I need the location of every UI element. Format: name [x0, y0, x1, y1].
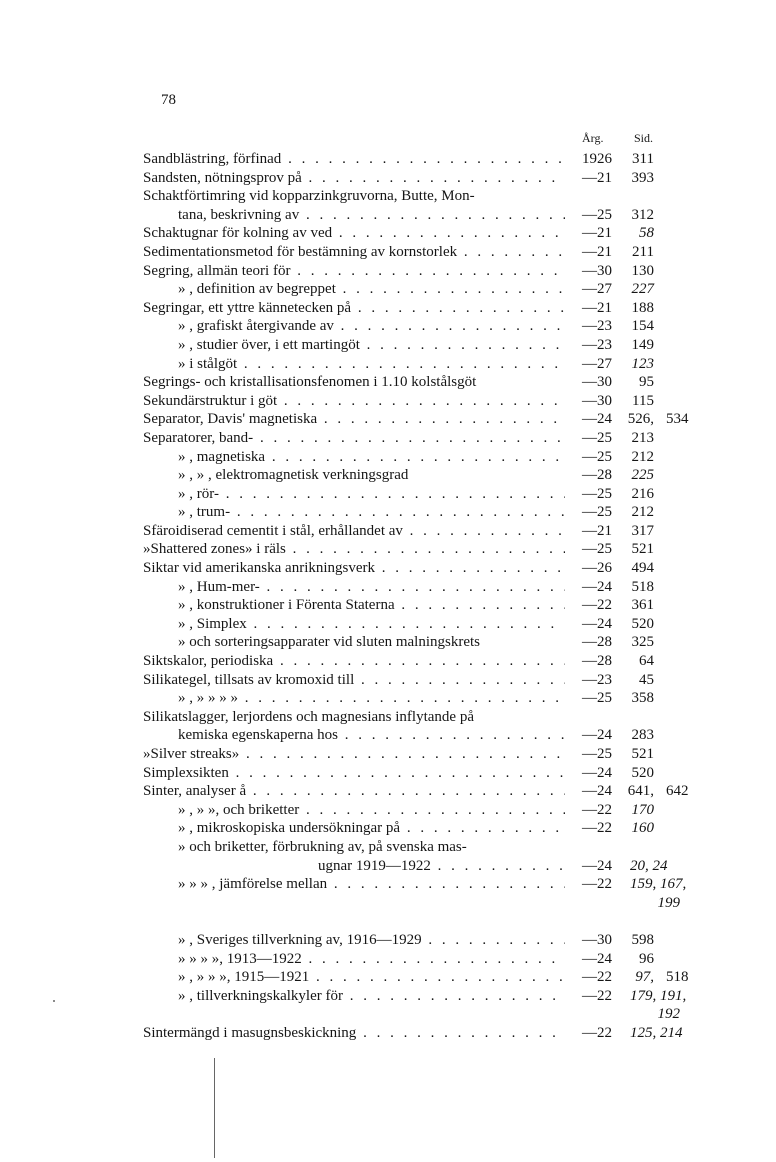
entry-year: —25 [582, 448, 612, 465]
entry-year: —25 [582, 485, 612, 502]
index-entry [0, 355, 776, 374]
entry-page-primary: 179, 191, [630, 987, 687, 1004]
entry-year: —22 [582, 1024, 612, 1041]
entry-year: —24 [582, 857, 612, 874]
entry-page-primary: 96 [639, 950, 654, 967]
column-header-page: Sid. [634, 131, 654, 145]
entry-pages [618, 280, 704, 299]
index-entry [0, 392, 776, 411]
entry-term: » , Sveriges tillverkning av, 1916—1929 . . . [178, 931, 565, 950]
entry-year: —25 [582, 746, 612, 762]
entry-term: Segring, allmän teori för . . . [143, 262, 565, 281]
entry-page-primary: 358 [631, 690, 654, 707]
entry-pages [618, 894, 704, 913]
entry-pages [618, 355, 704, 374]
entry-page-primary: 170 [631, 801, 654, 818]
entry-term: Siktskalor, periodiska . . . [143, 652, 565, 671]
page-number: 78 [161, 92, 176, 108]
entry-pages [618, 652, 704, 671]
index-entry [0, 299, 776, 318]
entry-year: —30 [582, 931, 612, 948]
entry-pages [618, 633, 704, 652]
index-list [0, 150, 776, 1043]
entry-pages [618, 169, 704, 188]
entry-term: Separator, Davis' magnetiska . . . [143, 410, 565, 429]
entry-page-secondary: 642 [666, 783, 689, 800]
entry-page-primary: 20, 24 [630, 857, 668, 874]
entry-pages [618, 764, 704, 783]
entry-term: » , rör- . . . [178, 485, 565, 504]
entry-page-primary: 393 [631, 169, 654, 186]
entry-page-primary: 130 [631, 262, 654, 279]
entry-year: —21 [582, 299, 612, 316]
entry-pages [618, 578, 704, 597]
index-entry [0, 522, 776, 541]
entry-term: Sintermängd i masugnsbeskickning . . . [143, 1024, 565, 1043]
index-entry [0, 838, 776, 857]
index-entry [0, 262, 776, 281]
entry-year: —24 [582, 615, 612, 632]
entry-year: —24 [582, 950, 612, 967]
entry-page-primary: 154 [631, 318, 654, 335]
entry-page-primary: 494 [631, 560, 654, 577]
entry-page-primary: 520 [631, 764, 654, 781]
entry-pages [618, 150, 704, 169]
entry-year: —25 [582, 206, 612, 223]
entry-term: » , » », och briketter . . . [178, 801, 565, 820]
entry-page-primary: 361 [631, 597, 654, 614]
entry-term: ugnar 1919—1922 . . . [318, 857, 565, 876]
index-entry [0, 596, 776, 615]
entry-pages [618, 373, 704, 392]
entry-year: —28 [582, 653, 612, 670]
entry-term: » , » , elektromagnetisk verkningsgrad [178, 467, 409, 484]
entry-pages [618, 801, 704, 820]
entry-year: —25 [582, 504, 612, 521]
entry-page-primary: 115 [632, 392, 654, 409]
index-entry [0, 819, 776, 838]
entry-pages [618, 931, 704, 950]
entry-term: » , Simplex . . . [178, 615, 565, 634]
index-entry [0, 373, 776, 392]
index-entry [0, 540, 776, 559]
entry-page-primary: 192 [657, 1006, 680, 1023]
index-entry [0, 317, 776, 336]
index-entry [0, 987, 776, 1006]
entry-page-secondary: 518 [666, 969, 689, 986]
entry-year: —23 [582, 336, 612, 353]
index-entry [0, 187, 776, 206]
entry-pages [618, 503, 704, 522]
entry-pages [618, 466, 704, 485]
index-entry [0, 968, 776, 987]
entry-year: —25 [582, 541, 612, 558]
index-entry [0, 671, 776, 690]
entry-term: Siktar vid amerikanska anrikningsverk . . . [143, 559, 565, 578]
index-entry [0, 726, 776, 745]
entry-pages [618, 485, 704, 504]
entry-term: Sandsten, nötningsprov på . . . [143, 169, 565, 188]
entry-year: —22 [582, 969, 612, 986]
index-entry [0, 410, 776, 429]
entry-term: » i stålgöt . . . [178, 355, 565, 374]
index-entry [0, 169, 776, 188]
index-entry [0, 1024, 776, 1043]
index-entry [0, 336, 776, 355]
entry-page-primary: 520 [631, 615, 654, 632]
entry-year: —27 [582, 355, 612, 372]
entry-year: —30 [582, 392, 612, 409]
index-entry [0, 243, 776, 262]
entry-page-primary: 64 [639, 653, 654, 670]
entry-term: Segrings- och kristallisationsfenomen i 1.10 kolstålsgöt [143, 374, 477, 391]
entry-page-primary: 125, 214 [630, 1024, 683, 1041]
entry-year: —22 [582, 987, 612, 1004]
entry-term: Schaktugnar för kolning av ved . . . [143, 224, 565, 243]
index-entry [0, 559, 776, 578]
entry-term: Simplexsikten . . . [143, 764, 565, 783]
entry-year: —23 [582, 671, 612, 688]
index-entry [0, 950, 776, 969]
entry-year: —21 [582, 169, 612, 186]
entry-year: —30 [582, 262, 612, 279]
entry-pages [618, 317, 704, 336]
entry-term: » » » », 1913—1922 . . . [178, 950, 565, 969]
entry-year: —26 [582, 560, 612, 577]
entry-pages [618, 1024, 704, 1043]
index-entry [0, 466, 776, 485]
index-entry [0, 1005, 776, 1024]
entry-term: » , definition av begreppet . . . [178, 280, 565, 299]
index-entry [0, 448, 776, 467]
index-entry [0, 745, 776, 764]
entry-pages [618, 224, 704, 243]
entry-term: Silikategel, tillsats av kromoxid till . . . [143, 671, 565, 690]
entry-term: » , tillverkningskalkyler för . . . [178, 987, 565, 1006]
entry-page-primary: 521 [631, 746, 654, 762]
index-entry [0, 652, 776, 671]
entry-page-primary: 149 [631, 336, 654, 353]
entry-year: —24 [582, 783, 612, 800]
entry-pages [618, 689, 704, 708]
entry-term: kemiska egenskaperna hos . . . [178, 726, 565, 745]
entry-term: Sandblästring, förfinad . . . [143, 150, 565, 169]
entry-pages [618, 522, 704, 541]
index-entry [0, 875, 776, 894]
index-entry [0, 894, 776, 913]
index-entry [0, 801, 776, 820]
index-entry [0, 782, 776, 801]
entry-page-primary: 213 [631, 429, 654, 446]
entry-term: » , magnetiska . . . [178, 448, 565, 467]
entry-page-primary: 188 [631, 299, 654, 316]
index-entry [0, 150, 776, 169]
entry-term: Sfäroidiserad cementit i stål, erhållandet av . . . [143, 522, 565, 541]
entry-year: —21 [582, 522, 612, 539]
entry-pages [618, 819, 704, 838]
entry-pages [618, 782, 704, 801]
entry-pages [618, 336, 704, 355]
column-header-year: Årg. [582, 131, 604, 145]
entry-page-primary: 212 [631, 504, 654, 521]
entry-year: —24 [582, 764, 612, 781]
entry-page-primary: 95 [639, 374, 654, 391]
entry-page-primary: 325 [631, 634, 654, 651]
entry-term: Sedimentationsmetod för bestämning av kornstorlek . . . [143, 243, 565, 262]
entry-term: tana, beskrivning av . . . [178, 206, 565, 225]
entry-year: —30 [582, 374, 612, 391]
entry-page-primary: 598 [631, 931, 654, 948]
entry-year: 1926 [582, 151, 612, 167]
entry-page-primary: 641, [627, 783, 654, 800]
entry-page-primary: 526, [627, 411, 654, 428]
scan-dot-mark [53, 1000, 55, 1002]
entry-pages [618, 596, 704, 615]
entry-pages [618, 187, 704, 206]
entry-page-primary: 212 [631, 448, 654, 465]
entry-page-primary: 58 [639, 225, 654, 242]
entry-year: —23 [582, 318, 612, 335]
entry-year: —21 [582, 243, 612, 260]
index-entry [0, 689, 776, 708]
index-entry [0, 206, 776, 225]
entry-pages [618, 262, 704, 281]
entry-page-primary: 311 [632, 151, 654, 167]
entry-pages [618, 745, 704, 764]
entry-pages [618, 243, 704, 262]
entry-term: Silikatslagger, lerjordens och magnesians inflytande på [143, 708, 474, 725]
index-entry [0, 429, 776, 448]
entry-pages [618, 671, 704, 690]
entry-term: » , grafiskt återgivande av . . . [178, 317, 565, 336]
entry-page-primary: 283 [631, 727, 654, 744]
entry-term: Sinter, analyser å . . . [143, 782, 565, 801]
entry-pages [618, 912, 704, 931]
entry-page-primary: 216 [631, 485, 654, 502]
entry-pages [618, 615, 704, 634]
entry-pages [618, 429, 704, 448]
entry-pages [618, 559, 704, 578]
index-entry [0, 931, 776, 950]
entry-pages [618, 968, 704, 987]
index-entry [0, 764, 776, 783]
entry-page-primary: 45 [639, 671, 654, 688]
entry-term: » » » , jämförelse mellan . . . [178, 875, 565, 894]
entry-term: » , Hum-mer- . . . [178, 578, 565, 597]
entry-year: —28 [582, 634, 612, 651]
entry-pages [618, 410, 704, 429]
entry-year: —25 [582, 690, 612, 707]
entry-pages [618, 987, 704, 1006]
entry-pages [618, 540, 704, 559]
entry-pages [618, 392, 704, 411]
entry-page-primary: 518 [631, 578, 654, 595]
index-entry [0, 615, 776, 634]
index-entry [0, 485, 776, 504]
entry-term: Sekundärstruktur i göt . . . [143, 392, 565, 411]
entry-pages [618, 857, 704, 876]
entry-page-primary: 312 [631, 206, 654, 223]
entry-page-primary: 97, [635, 969, 654, 986]
entry-year: —22 [582, 597, 612, 614]
index-entry [0, 503, 776, 522]
entry-page-primary: 225 [631, 467, 654, 484]
entry-year: —22 [582, 801, 612, 818]
entry-page-primary: 317 [631, 522, 654, 539]
entry-pages [618, 448, 704, 467]
index-entry [0, 280, 776, 299]
entry-year: —25 [582, 429, 612, 446]
entry-year: —22 [582, 820, 612, 837]
entry-term: Schaktförtimring vid kopparzinkgruvorna, Butte, Mon- [143, 188, 475, 205]
index-entry [0, 578, 776, 597]
entry-pages [618, 726, 704, 745]
entry-term: » , konstruktioner i Förenta Staterna . . . [178, 596, 565, 615]
index-entry [0, 708, 776, 727]
entry-year: —21 [582, 225, 612, 242]
entry-year: —22 [582, 876, 612, 893]
entry-page-primary: 227 [631, 281, 654, 298]
index-entry [0, 912, 776, 931]
entry-term: » , studier över, i ett martingöt . . . [178, 336, 565, 355]
entry-year: —27 [582, 281, 612, 298]
entry-page-primary: 123 [631, 355, 654, 372]
entry-term: Separatorer, band- . . . [143, 429, 565, 448]
entry-page-primary: 521 [631, 541, 654, 558]
entry-pages [618, 1005, 704, 1024]
entry-page-primary: 199 [657, 894, 680, 911]
entry-term: » och briketter, förbrukning av, på svenska mas- [178, 838, 467, 855]
entry-year: —24 [582, 411, 612, 428]
entry-term: » , trum- . . . [178, 503, 565, 522]
entry-pages [618, 299, 704, 318]
entry-pages [618, 708, 704, 727]
entry-pages [618, 838, 704, 857]
entry-page-primary: 160 [631, 820, 654, 837]
entry-year: —24 [582, 578, 612, 595]
entry-page-primary: 159, 167, [630, 876, 687, 893]
index-entry [0, 224, 776, 243]
entry-year: —28 [582, 467, 612, 484]
index-entry [0, 857, 776, 876]
entry-pages [618, 206, 704, 225]
entry-pages [618, 950, 704, 969]
entry-term: »Shattered zones» i räls . . . [143, 540, 565, 559]
entry-term: » , mikroskopiska undersökningar på . . . [178, 819, 565, 838]
entry-page-secondary: 534 [666, 411, 689, 428]
entry-year: —24 [582, 727, 612, 744]
entry-term: » , » » », 1915—1921 . . . [178, 968, 565, 987]
entry-term: » och sorteringsapparater vid sluten malningskrets [178, 634, 481, 651]
entry-pages [618, 875, 704, 894]
index-entry [0, 633, 776, 652]
entry-page-primary: 211 [632, 243, 654, 260]
scan-line-mark [214, 1058, 215, 1158]
entry-term: »Silver streaks» . . . [143, 745, 565, 764]
entry-term: Segringar, ett yttre kännetecken på . . . [143, 299, 565, 318]
entry-term: » , » » » » . . . [178, 689, 565, 708]
